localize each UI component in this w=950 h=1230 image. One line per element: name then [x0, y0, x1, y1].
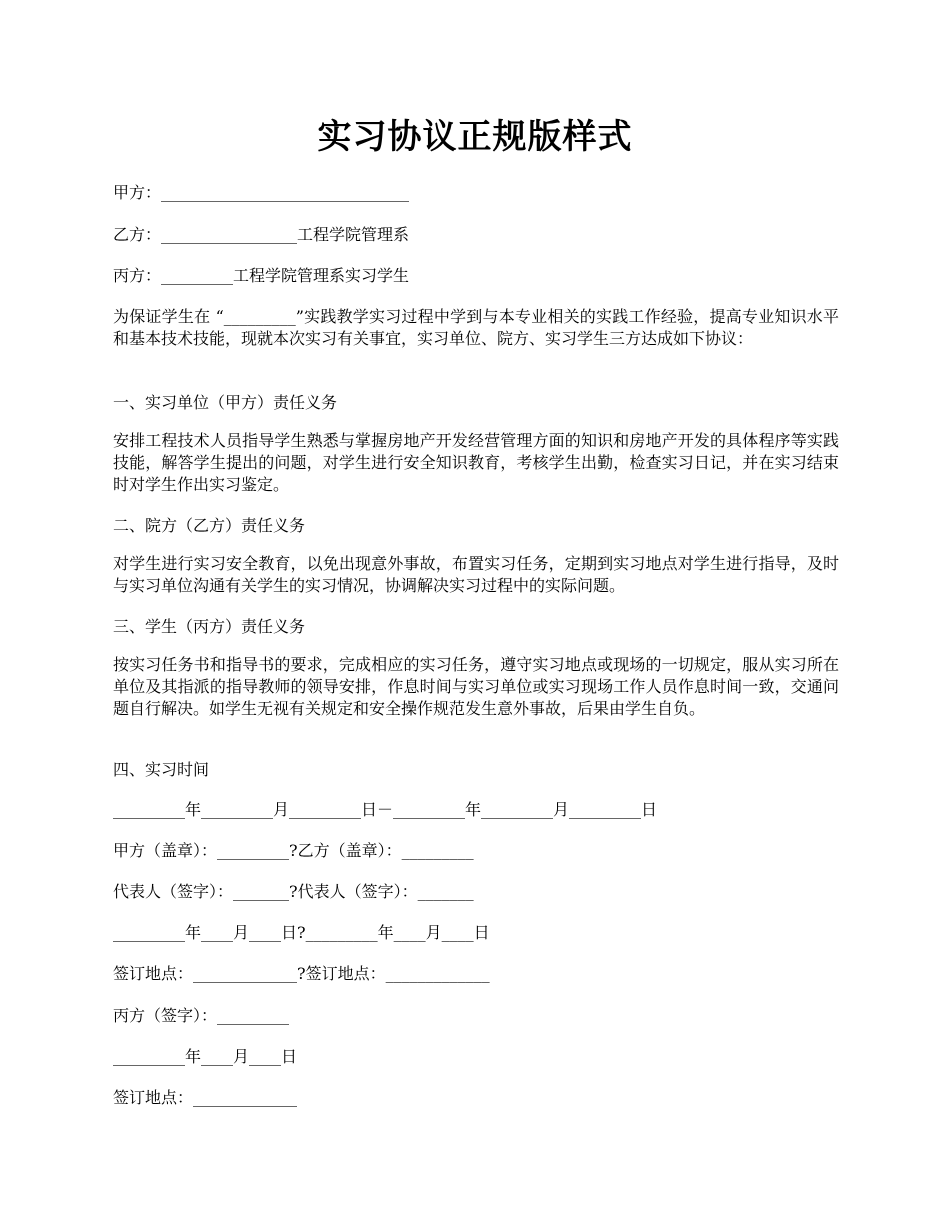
section-4-heading: 四、实习时间	[113, 760, 210, 779]
section-1-body: 安排工程技术人员指导学生熟悉与掌握房地产开发经营管理方面的知识和房地产开发的具体程序等实践技能，解答学生提出的问题，对学生进行安全知识教育，考核学生出勤，检查实习日记，并在实习结束时对学生作出实习鉴定。	[113, 431, 839, 494]
party-c-signature-line: 丙方（签字）：_________	[113, 1006, 290, 1025]
section-3-body: 按实习任务书和指导书的要求，完成相应的实习任务，遵守实习地点或现场的一切规定，服从实习所在单位及其指派的指导教师的领导安排，作息时间与实习单位或实习现场工作人员作息时间一致，交通问题自行解决。如学生无视有关规定和安全操作规范发生意外事故，后果由学生自负。	[113, 655, 839, 718]
internship-time-line: _________年_________月_________日－_________年_________月_________日	[113, 800, 658, 819]
section-2-heading: 二、院方（乙方）责任义务	[113, 516, 306, 535]
section-1-heading: 一、实习单位（甲方）责任义务	[113, 393, 338, 412]
section-3-heading: 三、学生（丙方）责任义务	[113, 617, 306, 636]
party-c-date-line: _________年____月____日	[113, 1047, 298, 1066]
representative-signature-line: 代表人（签字）：_______?代表人（签字）：_______	[113, 882, 474, 901]
party-b-line: 乙方：_________________工程学院管理系	[113, 225, 410, 244]
section-2-body: 对学生进行实习安全教育，以免出现意外事故，布置实习任务，定期到实习地点对学生进行指导，及时与实习单位沟通有关学生的实习情况，协调解决实习过程中的实际问题。	[113, 554, 839, 595]
seal-line: 甲方（盖章）：_________?乙方（盖章）：_________	[113, 841, 474, 860]
document-title: 实习协议正规版样式	[317, 117, 633, 157]
party-c-place-line: 签订地点：_____________	[113, 1088, 298, 1107]
intro-paragraph: 为保证学生在 “_________”实践教学实习过程中学到与本专业相关的实践工作经验，提高专业知识水平和基本技术技能，现就本次实习有关事宜，实习单位、院方、实习学生三方达成如下协议：	[113, 307, 839, 348]
party-c-line: 丙方：_________工程学院管理系实习学生	[113, 266, 410, 285]
party-a-line: 甲方：_______________________________	[113, 183, 410, 202]
signing-date-line: _________年____月____日?_________年____月____日	[113, 923, 490, 942]
signing-place-line: 签订地点：_____________?签订地点：_____________	[113, 964, 490, 983]
